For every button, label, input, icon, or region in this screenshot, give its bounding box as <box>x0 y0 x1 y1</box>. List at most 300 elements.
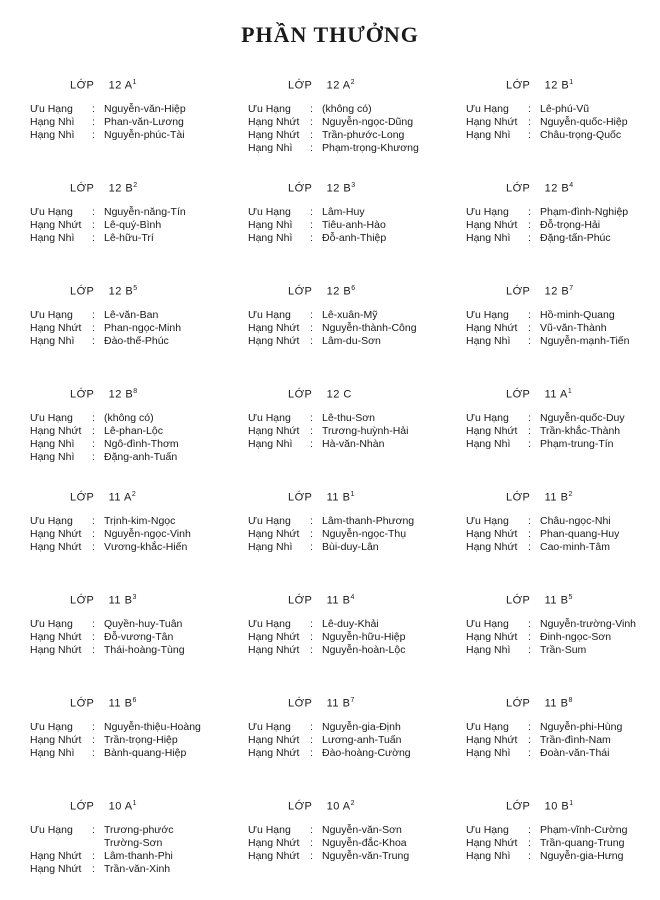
student-name: Trần-đình-Nam <box>540 734 611 746</box>
award-row <box>30 850 173 863</box>
rank-label: Ưu Hạng <box>248 824 291 836</box>
student-name: Nguyễn-hoàn-Lộc <box>322 644 406 656</box>
colon-separator: : <box>528 206 531 218</box>
class-title <box>70 282 138 299</box>
class-title <box>70 797 137 814</box>
rank-label: Hạng Nhì <box>248 232 293 244</box>
award-row <box>466 618 636 631</box>
class-label: LỚP <box>288 182 313 195</box>
student-name: Đặng-tấn-Phúc <box>540 232 611 244</box>
award-list <box>466 824 627 863</box>
class-label: LỚP <box>506 491 531 504</box>
award-row <box>30 644 185 657</box>
class-label: LỚP <box>506 182 531 195</box>
award-row <box>30 129 186 142</box>
rank-label: Hạng Nhứt <box>248 129 300 141</box>
class-name: 11 B <box>544 491 569 504</box>
colon-separator: : <box>528 116 531 128</box>
rank-label: Ưu Hạng <box>466 309 509 321</box>
student-name: Ngô-đình-Thơm <box>104 438 179 450</box>
award-list <box>248 309 417 348</box>
rank-label: Hạng Nhì <box>248 142 293 154</box>
award-list <box>248 103 419 155</box>
award-row <box>248 850 409 863</box>
class-title <box>70 694 137 711</box>
colon-separator: : <box>92 219 95 231</box>
award-row <box>30 412 179 425</box>
student-name: Nguyễn-quốc-Hiệp <box>540 116 628 128</box>
colon-separator: : <box>310 412 313 424</box>
rank-label: Ưu Hạng <box>466 103 509 115</box>
class-name: 12 B <box>108 388 134 401</box>
class-block <box>466 793 656 896</box>
colon-separator: : <box>92 528 95 540</box>
page-title: PHẦN THƯỞNG <box>241 22 419 47</box>
colon-separator: : <box>310 425 313 437</box>
class-name: 10 A <box>326 800 351 813</box>
colon-separator: : <box>92 206 95 218</box>
student-name: Lê-xuân-Mỹ <box>322 309 378 321</box>
colon-separator: : <box>92 850 95 862</box>
class-superscript: 7 <box>569 285 574 292</box>
student-name: Nguyễn-văn-Trung <box>322 850 410 862</box>
class-name: 11 B <box>108 594 133 607</box>
class-label: LỚP <box>288 388 313 401</box>
student-name: Quyền-huy-Tuân <box>104 618 183 630</box>
rank-label: Hạng Nhì <box>30 438 75 450</box>
colon-separator: : <box>92 631 95 643</box>
rank-label: Hạng Nhì <box>466 747 511 759</box>
rank-label: Hạng Nhứt <box>248 528 300 540</box>
student-name: Nguyễn-thiệu-Hoàng <box>104 721 201 733</box>
student-name: Lâm-thanh-Phương <box>322 515 415 527</box>
student-name: Trần-khắc-Thành <box>540 425 621 437</box>
rank-label: Ưu Hạng <box>30 618 73 630</box>
award-list <box>248 515 414 554</box>
award-list <box>30 824 173 876</box>
rank-label: Hạng Nhứt <box>248 747 300 759</box>
rank-label: Ưu Hạng <box>30 309 73 321</box>
rank-label: Hạng Nhứt <box>466 219 518 231</box>
colon-separator: : <box>528 438 531 450</box>
class-superscript: 1 <box>569 800 574 807</box>
award-row <box>30 438 179 451</box>
colon-separator: : <box>528 309 531 321</box>
colon-separator: : <box>528 747 531 759</box>
colon-separator: : <box>528 103 531 115</box>
colon-separator: : <box>92 734 95 746</box>
class-superscript: 2 <box>568 491 573 498</box>
class-label: LỚP <box>70 697 95 710</box>
award-row <box>30 631 185 644</box>
colon-separator: : <box>528 734 531 746</box>
class-block <box>466 278 656 381</box>
award-row <box>466 721 622 734</box>
rank-label: Hạng Nhứt <box>466 631 518 643</box>
class-name: 11 B <box>326 594 351 607</box>
class-superscript: 5 <box>133 285 138 292</box>
award-row <box>30 219 186 232</box>
rank-label: Hạng Nhứt <box>30 528 82 540</box>
award-row <box>466 837 627 850</box>
class-name: 12 B <box>326 285 352 298</box>
colon-separator: : <box>528 618 531 630</box>
class-block <box>30 72 248 175</box>
student-name: Đinh-ngọc-Sơn <box>540 631 612 643</box>
student-name: Cao-minh-Tâm <box>540 541 611 553</box>
class-superscript: 1 <box>132 79 138 86</box>
rank-label: Hạng Nhì <box>466 644 511 656</box>
class-name: 12 B <box>108 182 134 195</box>
class-label: LỚP <box>506 697 531 710</box>
award-row <box>248 322 417 335</box>
award-row <box>30 837 173 850</box>
rank-label: Hạng Nhứt <box>466 116 518 128</box>
class-label: LỚP <box>506 388 531 401</box>
student-name: Lê-phan-Lộc <box>104 425 163 437</box>
colon-separator: : <box>92 412 95 424</box>
class-block <box>248 278 466 381</box>
rank-label: Hạng Nhứt <box>30 631 82 643</box>
award-row <box>466 322 630 335</box>
class-title <box>288 282 356 299</box>
class-block <box>248 381 466 484</box>
rank-label: Ưu Hạng <box>466 618 509 630</box>
student-name: Trịnh-kim-Ngọc <box>104 515 176 527</box>
award-row <box>248 824 409 837</box>
class-label: LỚP <box>288 697 313 710</box>
award-row <box>30 103 186 116</box>
award-list <box>248 618 406 657</box>
award-row <box>248 232 386 245</box>
rank-label: Hạng Nhì <box>466 129 511 141</box>
award-row <box>466 116 628 129</box>
class-name: 12 B <box>544 79 570 92</box>
class-title <box>70 76 137 93</box>
award-row <box>248 734 411 747</box>
award-row <box>248 206 386 219</box>
award-list <box>466 309 630 348</box>
award-row <box>30 451 179 464</box>
colon-separator: : <box>310 232 313 244</box>
class-label: LỚP <box>288 79 313 92</box>
class-block <box>30 690 248 793</box>
student-name: Đào-thế-Phúc <box>104 335 169 347</box>
colon-separator: : <box>310 747 313 759</box>
class-block <box>30 381 248 484</box>
class-superscript: 6 <box>351 285 356 292</box>
class-block <box>248 793 466 896</box>
award-row <box>248 438 408 451</box>
class-block <box>466 381 656 484</box>
colon-separator: : <box>528 837 531 849</box>
award-row <box>466 515 619 528</box>
rank-label: Ưu Hạng <box>30 206 73 218</box>
class-superscript: 2 <box>350 79 356 86</box>
rank-label: Hạng Nhứt <box>30 322 82 334</box>
class-superscript: 1 <box>350 491 355 498</box>
colon-separator: : <box>310 309 313 321</box>
rank-label: Ưu Hạng <box>248 721 291 733</box>
colon-separator: : <box>528 219 531 231</box>
student-name: Đỗ-vương-Tân <box>104 631 174 643</box>
student-name: Nguyễn-phi-Hùng <box>540 721 623 733</box>
colon-separator: : <box>310 734 313 746</box>
colon-separator: : <box>92 438 95 450</box>
student-name: Lê-duy-Khải <box>322 618 379 630</box>
award-row <box>466 850 627 863</box>
rank-label: Hạng Nhì <box>248 541 293 553</box>
colon-separator: : <box>310 837 313 849</box>
student-name: Nguyễn-ngọc-Thụ <box>322 528 407 540</box>
class-superscript: 2 <box>350 800 356 807</box>
student-name: Nguyễn-thành-Công <box>322 322 417 334</box>
class-block <box>30 175 248 278</box>
award-row <box>466 219 628 232</box>
award-row <box>248 412 408 425</box>
award-row <box>30 528 191 541</box>
student-name: Nguyễn-hữu-Hiệp <box>322 631 406 643</box>
student-name: Lê-thu-Sơn <box>322 412 375 424</box>
award-row <box>30 618 185 631</box>
colon-separator: : <box>528 631 531 643</box>
class-label: LỚP <box>70 800 95 813</box>
award-row <box>30 541 191 554</box>
award-row <box>30 335 181 348</box>
award-list <box>466 618 636 657</box>
colon-separator: : <box>92 103 95 115</box>
award-row <box>466 103 628 116</box>
rank-label: Hạng Nhứt <box>30 863 82 875</box>
colon-separator: : <box>92 863 95 875</box>
award-row <box>248 631 406 644</box>
award-list <box>248 721 411 760</box>
colon-separator: : <box>310 721 313 733</box>
rank-label: Hạng Nhì <box>30 129 75 141</box>
student-name: Lương-anh-Tuấn <box>322 734 402 746</box>
student-name: Nguyễn-đắc-Khoa <box>322 837 407 849</box>
class-superscript: 1 <box>569 79 574 86</box>
class-superscript: 3 <box>132 594 137 601</box>
award-row <box>248 129 419 142</box>
class-label: LỚP <box>70 388 95 401</box>
colon-separator: : <box>310 631 313 643</box>
rank-label: Hạng Nhứt <box>466 734 518 746</box>
student-name: Lê-văn-Ban <box>104 309 159 321</box>
award-row <box>248 747 411 760</box>
class-superscript: 7 <box>350 697 355 704</box>
class-grid <box>30 72 656 896</box>
award-list <box>466 206 628 245</box>
rank-label: Hạng Nhứt <box>466 425 518 437</box>
class-label: LỚP <box>506 285 531 298</box>
colon-separator: : <box>92 451 95 463</box>
rank-label: Ưu Hạng <box>30 721 73 733</box>
class-superscript: 6 <box>132 697 137 704</box>
colon-separator: : <box>528 425 531 437</box>
award-row <box>30 863 173 876</box>
class-block <box>248 175 466 278</box>
class-title <box>288 488 355 505</box>
award-row <box>466 541 619 554</box>
colon-separator: : <box>92 747 95 759</box>
class-name: 11 B <box>544 594 569 607</box>
award-row <box>248 528 414 541</box>
class-title <box>288 385 352 402</box>
class-name: 11 B <box>326 697 351 710</box>
award-row <box>30 232 186 245</box>
class-superscript: 5 <box>568 594 573 601</box>
rank-label: Ưu Hạng <box>248 515 291 527</box>
class-block <box>466 587 656 690</box>
colon-separator: : <box>310 850 313 862</box>
colon-separator: : <box>310 103 313 115</box>
award-list <box>248 824 409 863</box>
rank-label: Hạng Nhứt <box>466 837 518 849</box>
rank-label: Hạng Nhứt <box>248 734 300 746</box>
award-list <box>30 721 201 760</box>
student-name: Đoàn-văn-Thái <box>540 747 610 759</box>
colon-separator: : <box>528 129 531 141</box>
award-list <box>248 206 386 245</box>
rank-label: Hạng Nhì <box>466 438 511 450</box>
colon-separator: : <box>92 116 95 128</box>
rank-label: Hạng Nhứt <box>248 850 300 862</box>
class-title <box>506 385 572 402</box>
class-superscript: 1 <box>567 388 573 395</box>
rank-label: Ưu Hạng <box>30 103 73 115</box>
award-row <box>466 631 636 644</box>
rank-label: Hạng Nhứt <box>30 541 82 553</box>
class-block <box>248 690 466 793</box>
student-name: Đỗ-anh-Thiệp <box>322 232 387 244</box>
colon-separator: : <box>310 129 313 141</box>
colon-separator: : <box>92 425 95 437</box>
class-title <box>506 797 574 814</box>
class-title <box>288 694 355 711</box>
class-superscript: 3 <box>351 182 356 189</box>
rank-label: Hạng Nhì <box>248 219 293 231</box>
award-row <box>466 824 627 837</box>
award-row <box>30 747 201 760</box>
class-label: LỚP <box>70 594 95 607</box>
student-name: Lê-hữu-Trí <box>104 232 154 244</box>
class-label: LỚP <box>70 79 95 92</box>
award-row <box>466 412 625 425</box>
class-block <box>30 278 248 381</box>
rank-label: Ưu Hạng <box>248 103 291 115</box>
award-row <box>466 438 625 451</box>
award-list <box>466 412 625 451</box>
colon-separator: : <box>92 824 95 836</box>
rank-label: Hạng Nhì <box>466 850 511 862</box>
class-label: LỚP <box>288 491 313 504</box>
class-block <box>30 587 248 690</box>
rank-label: Hạng Nhì <box>30 232 75 244</box>
award-row <box>30 734 201 747</box>
rank-label: Hạng Nhứt <box>248 335 300 347</box>
student-name: Nguyễn-năng-Tín <box>104 206 186 218</box>
award-row <box>466 528 619 541</box>
class-title <box>506 488 573 505</box>
class-title <box>70 179 138 196</box>
student-name: (không có) <box>104 412 154 424</box>
class-superscript: 2 <box>133 182 138 189</box>
student-name: Nguyễn-văn-Hiệp <box>104 103 186 115</box>
award-row <box>248 618 406 631</box>
student-name: Phan-ngọc-Minh <box>104 322 182 334</box>
rank-label: Hạng Nhì <box>30 451 75 463</box>
award-row <box>30 824 173 837</box>
student-name: Lê-phú-Vũ <box>540 103 590 115</box>
rank-label: Hạng Nhì <box>30 116 75 128</box>
class-name: 12 B <box>326 182 352 195</box>
class-block <box>466 175 656 278</box>
student-name: Nguyễn-gia-Hưng <box>540 850 624 862</box>
colon-separator: : <box>92 309 95 321</box>
award-list <box>466 103 628 142</box>
award-row <box>466 747 622 760</box>
student-name: Trần-quang-Trung <box>540 837 625 849</box>
rank-label <box>30 837 92 850</box>
award-list <box>466 515 619 554</box>
student-name: Bùi-duy-Lân <box>322 541 379 553</box>
class-label: LỚP <box>288 285 313 298</box>
class-name: 11 B <box>326 491 351 504</box>
award-row <box>248 309 417 322</box>
rank-label: Hạng Nhứt <box>466 528 518 540</box>
class-title <box>288 591 355 608</box>
class-block <box>248 72 466 175</box>
award-list <box>248 412 408 451</box>
colon-separator: : <box>92 618 95 630</box>
rank-label: Ưu Hạng <box>466 515 509 527</box>
class-superscript: 4 <box>569 182 574 189</box>
rank-label: Ưu Hạng <box>248 309 291 321</box>
colon-separator: : <box>528 232 531 244</box>
colon-separator: : <box>310 528 313 540</box>
rank-label: Hạng Nhứt <box>466 322 518 334</box>
class-label: LỚP <box>70 285 95 298</box>
student-name: Châu-trọng-Quốc <box>540 129 622 141</box>
rank-label: Hạng Nhì <box>30 747 75 759</box>
class-block <box>466 690 656 793</box>
class-title <box>506 591 573 608</box>
student-name: Lâm-Huy <box>322 206 365 218</box>
rank-label: Hạng Nhứt <box>248 116 300 128</box>
award-row <box>466 335 630 348</box>
class-label: LỚP <box>70 491 95 504</box>
class-title <box>506 694 573 711</box>
student-name: Đặng-anh-Tuấn <box>104 451 178 463</box>
award-row <box>248 541 414 554</box>
student-name: Phạm-vĩnh-Cường <box>540 824 628 836</box>
award-row <box>248 103 419 116</box>
colon-separator: : <box>528 528 531 540</box>
student-name: Đào-hoàng-Cường <box>322 747 411 759</box>
rank-label: Hạng Nhứt <box>466 541 518 553</box>
colon-separator <box>92 837 104 850</box>
class-name: 12 B <box>544 182 570 195</box>
student-name: Trương-phước <box>104 824 174 836</box>
student-name: Thái-hoàng-Tùng <box>104 644 185 656</box>
award-list <box>30 206 186 245</box>
award-row <box>30 515 191 528</box>
student-name: Bành-quang-Hiệp <box>104 747 187 759</box>
award-row <box>248 515 414 528</box>
class-label: LỚP <box>288 800 313 813</box>
rank-label: Ưu Hạng <box>248 206 291 218</box>
